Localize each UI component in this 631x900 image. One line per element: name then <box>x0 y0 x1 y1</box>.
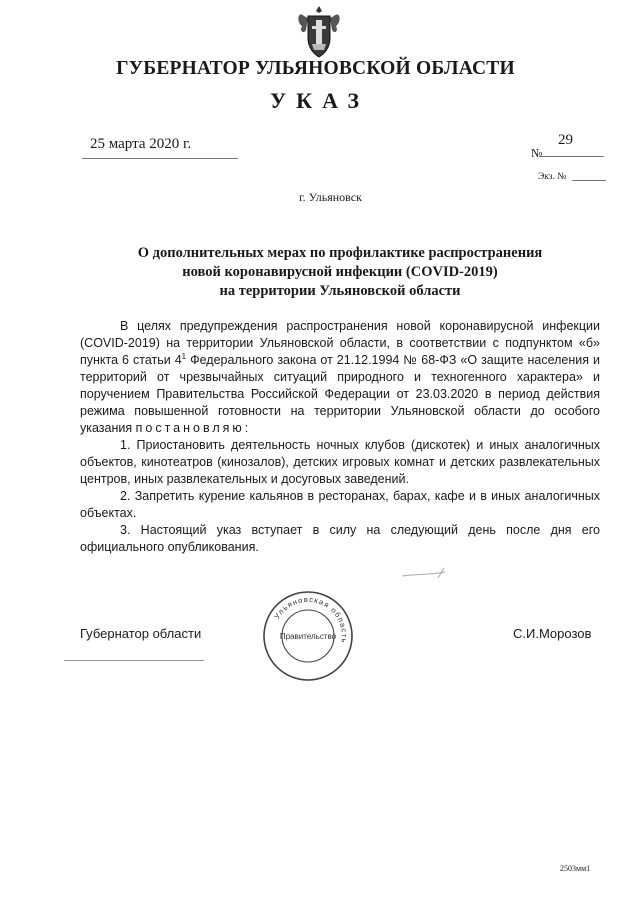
decree-number: 29 <box>558 132 573 148</box>
authority-title: ГУБЕРНАТОР УЛЬЯНОВСКОЙ ОБЛАСТИ <box>116 58 515 79</box>
clause-3: 3. Настоящий указ вступает в силу на следующий день после дня его официального опубликования. <box>80 523 600 554</box>
preamble-text-b: Федерального закона от 21.12.1994 № 68-ФЗ «О защите населения и территорий от чрезвычайных ситуаций природного и техногенного характера» и поручением Правительства Российской Федерации от 23.03.2020 в период действия режима повышенной готовности на территории Ульяновской области до особого указания <box>80 353 601 435</box>
number-label: № <box>531 146 543 160</box>
preamble-end: : <box>244 421 249 435</box>
pen-mark-icon <box>400 562 460 582</box>
decree-word: постановляю <box>135 421 245 435</box>
preamble-paragraph <box>80 318 600 437</box>
copy-number-underline <box>572 180 606 181</box>
date-underline <box>82 158 238 159</box>
number-underline <box>542 156 604 157</box>
preamble-text-a: В целях предупреждения распространения новой коронавирусной инфекции (COVID-2019) на территории Ульяновской области, в соответствии с подпунктом «б» пункта 6 статьи 4 <box>80 319 600 367</box>
title-line-3: на территории Ульяновской области <box>219 283 461 299</box>
signer-name: С.И.Морозов <box>513 626 592 641</box>
official-stamp-icon <box>262 590 354 682</box>
article-superscript: 1 <box>181 351 187 361</box>
copy-number-label: Экз. № <box>538 172 567 182</box>
city: г. Ульяновск <box>299 190 362 204</box>
signer-position: Губернатор области <box>80 626 202 641</box>
document-type: УКАЗ <box>269 88 370 113</box>
coat-of-arms-icon <box>296 4 342 60</box>
stamp-center-text: Правительство <box>279 632 337 641</box>
clause-2: 2. Запретить курение кальянов в ресторанах, барах, кафе и в иных аналогичных объектах. <box>80 489 600 520</box>
stamp-ring-text: Ульяновская область <box>272 594 350 645</box>
decree-body <box>80 318 600 556</box>
decree-date: 25 марта 2020 г. <box>90 136 192 152</box>
clause-1: 1. Приостановить деятельность ночных клубов (дискотек) и иных аналогичных объектов, кинотеатров (кинозалов), детских игровых комнат и детских развлекательных центров, иных развлекательных и досуговых заведений. <box>80 438 600 486</box>
title-line-1: О дополнительных мерах по профилактике распространения <box>137 245 543 261</box>
document-reference: 2503мм1 <box>560 864 591 873</box>
title-line-2: новой коронавирусной инфекции (COVID-2019) <box>182 264 498 280</box>
signature-underline <box>64 660 204 661</box>
decree-title <box>80 244 600 301</box>
